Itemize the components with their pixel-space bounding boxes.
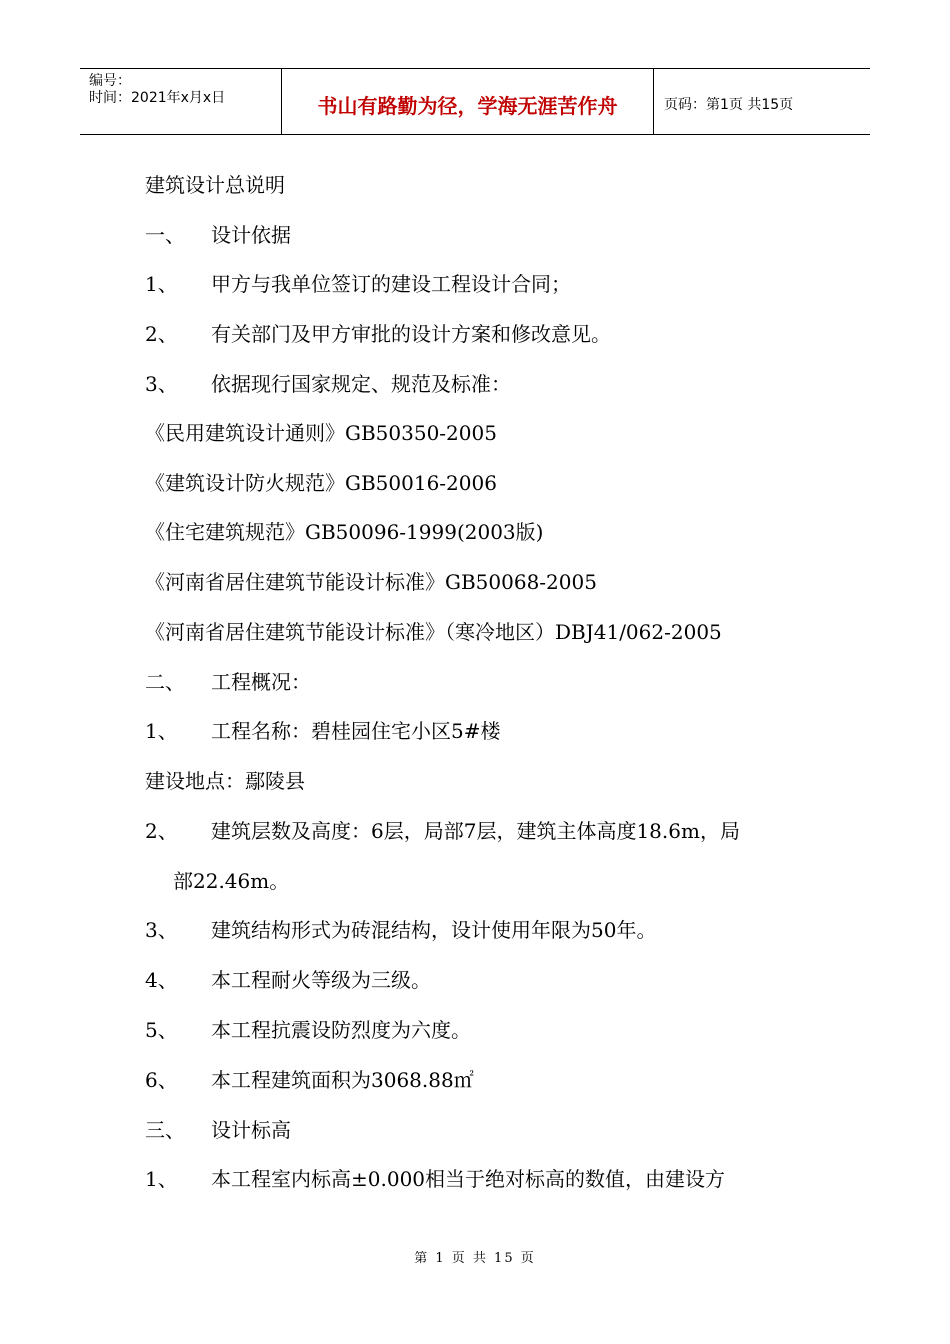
standard-reference: 《河南省居住建筑节能设计标准》GB50068-2005	[145, 570, 597, 594]
list-item	[145, 322, 611, 346]
item-text: 建筑结构形式为砖混结构，设计使用年限为50年。	[211, 918, 657, 942]
time-label: 时间：2021年x月x日	[89, 90, 226, 106]
section-number: 二、	[145, 670, 185, 694]
header-motto: 书山有路勤为径，学海无涯苦作舟	[282, 69, 654, 135]
item-number: 5、	[145, 1018, 178, 1042]
page-footer: 第 1 页 共 15 页	[414, 1251, 536, 1266]
list-item	[145, 272, 571, 296]
item-number: 1、	[145, 1167, 178, 1191]
document-title: 建筑设计总说明	[145, 173, 285, 197]
standard-reference: 《建筑设计防火规范》GB50016-2006	[145, 471, 497, 495]
item-number: 4、	[145, 968, 178, 992]
list-item	[145, 1018, 471, 1042]
item-number: 2、	[145, 819, 178, 843]
section-heading	[145, 670, 311, 694]
section-heading	[145, 223, 291, 247]
standard-reference: 《河南省居住建筑节能设计标准》（寒冷地区）DBJ41/062-2005	[145, 620, 722, 644]
item-text: 有关部门及甲方审批的设计方案和修改意见。	[211, 322, 611, 346]
list-item	[145, 968, 431, 992]
item-number: 2、	[145, 322, 178, 346]
item-text: 本工程耐火等级为三级。	[211, 968, 431, 992]
header-meta-cell	[80, 69, 282, 135]
section-heading	[145, 1118, 291, 1142]
item-text: 本工程室内标高±0.000相当于绝对标高的数值，由建设方	[211, 1167, 726, 1191]
item-continuation: 部22.46m。	[173, 869, 290, 893]
header-page-info: 页码：第1页 共15页	[664, 97, 794, 113]
section-number: 三、	[145, 1118, 185, 1142]
list-item	[145, 819, 740, 843]
section-title: 设计标高	[211, 1118, 291, 1142]
list-item	[145, 719, 500, 743]
section-title: 工程概况：	[211, 670, 311, 694]
section-title: 设计依据	[211, 223, 291, 247]
item-text: 本工程建筑面积为3068.88㎡	[211, 1068, 474, 1092]
item-text: 本工程抗震设防烈度为六度。	[211, 1018, 471, 1042]
list-item	[145, 1167, 725, 1191]
page-header	[80, 68, 870, 135]
item-text: 甲方与我单位签订的建设工程设计合同；	[211, 272, 571, 296]
item-text: 依据现行国家规定、规范及标准：	[211, 372, 511, 396]
item-number: 6、	[145, 1068, 178, 1092]
standard-reference: 《住宅建筑规范》GB50096-1999(2003版)	[145, 520, 544, 544]
item-text: 建筑层数及高度：6层，局部7层，建筑主体高度18.6m，局	[211, 819, 740, 843]
item-number: 1、	[145, 719, 178, 743]
list-item	[145, 1068, 474, 1092]
standard-reference: 《民用建筑设计通则》GB50350-2005	[145, 421, 497, 445]
section-number: 一、	[145, 223, 185, 247]
construction-location: 建设地点：鄢陵县	[145, 769, 305, 793]
item-number: 3、	[145, 918, 178, 942]
item-text: 工程名称：碧桂园住宅小区5#楼	[211, 719, 501, 743]
list-item	[145, 372, 511, 396]
list-item	[145, 918, 656, 942]
item-number: 1、	[145, 272, 178, 296]
serial-label: 编号：	[89, 73, 131, 89]
item-number: 3、	[145, 372, 178, 396]
